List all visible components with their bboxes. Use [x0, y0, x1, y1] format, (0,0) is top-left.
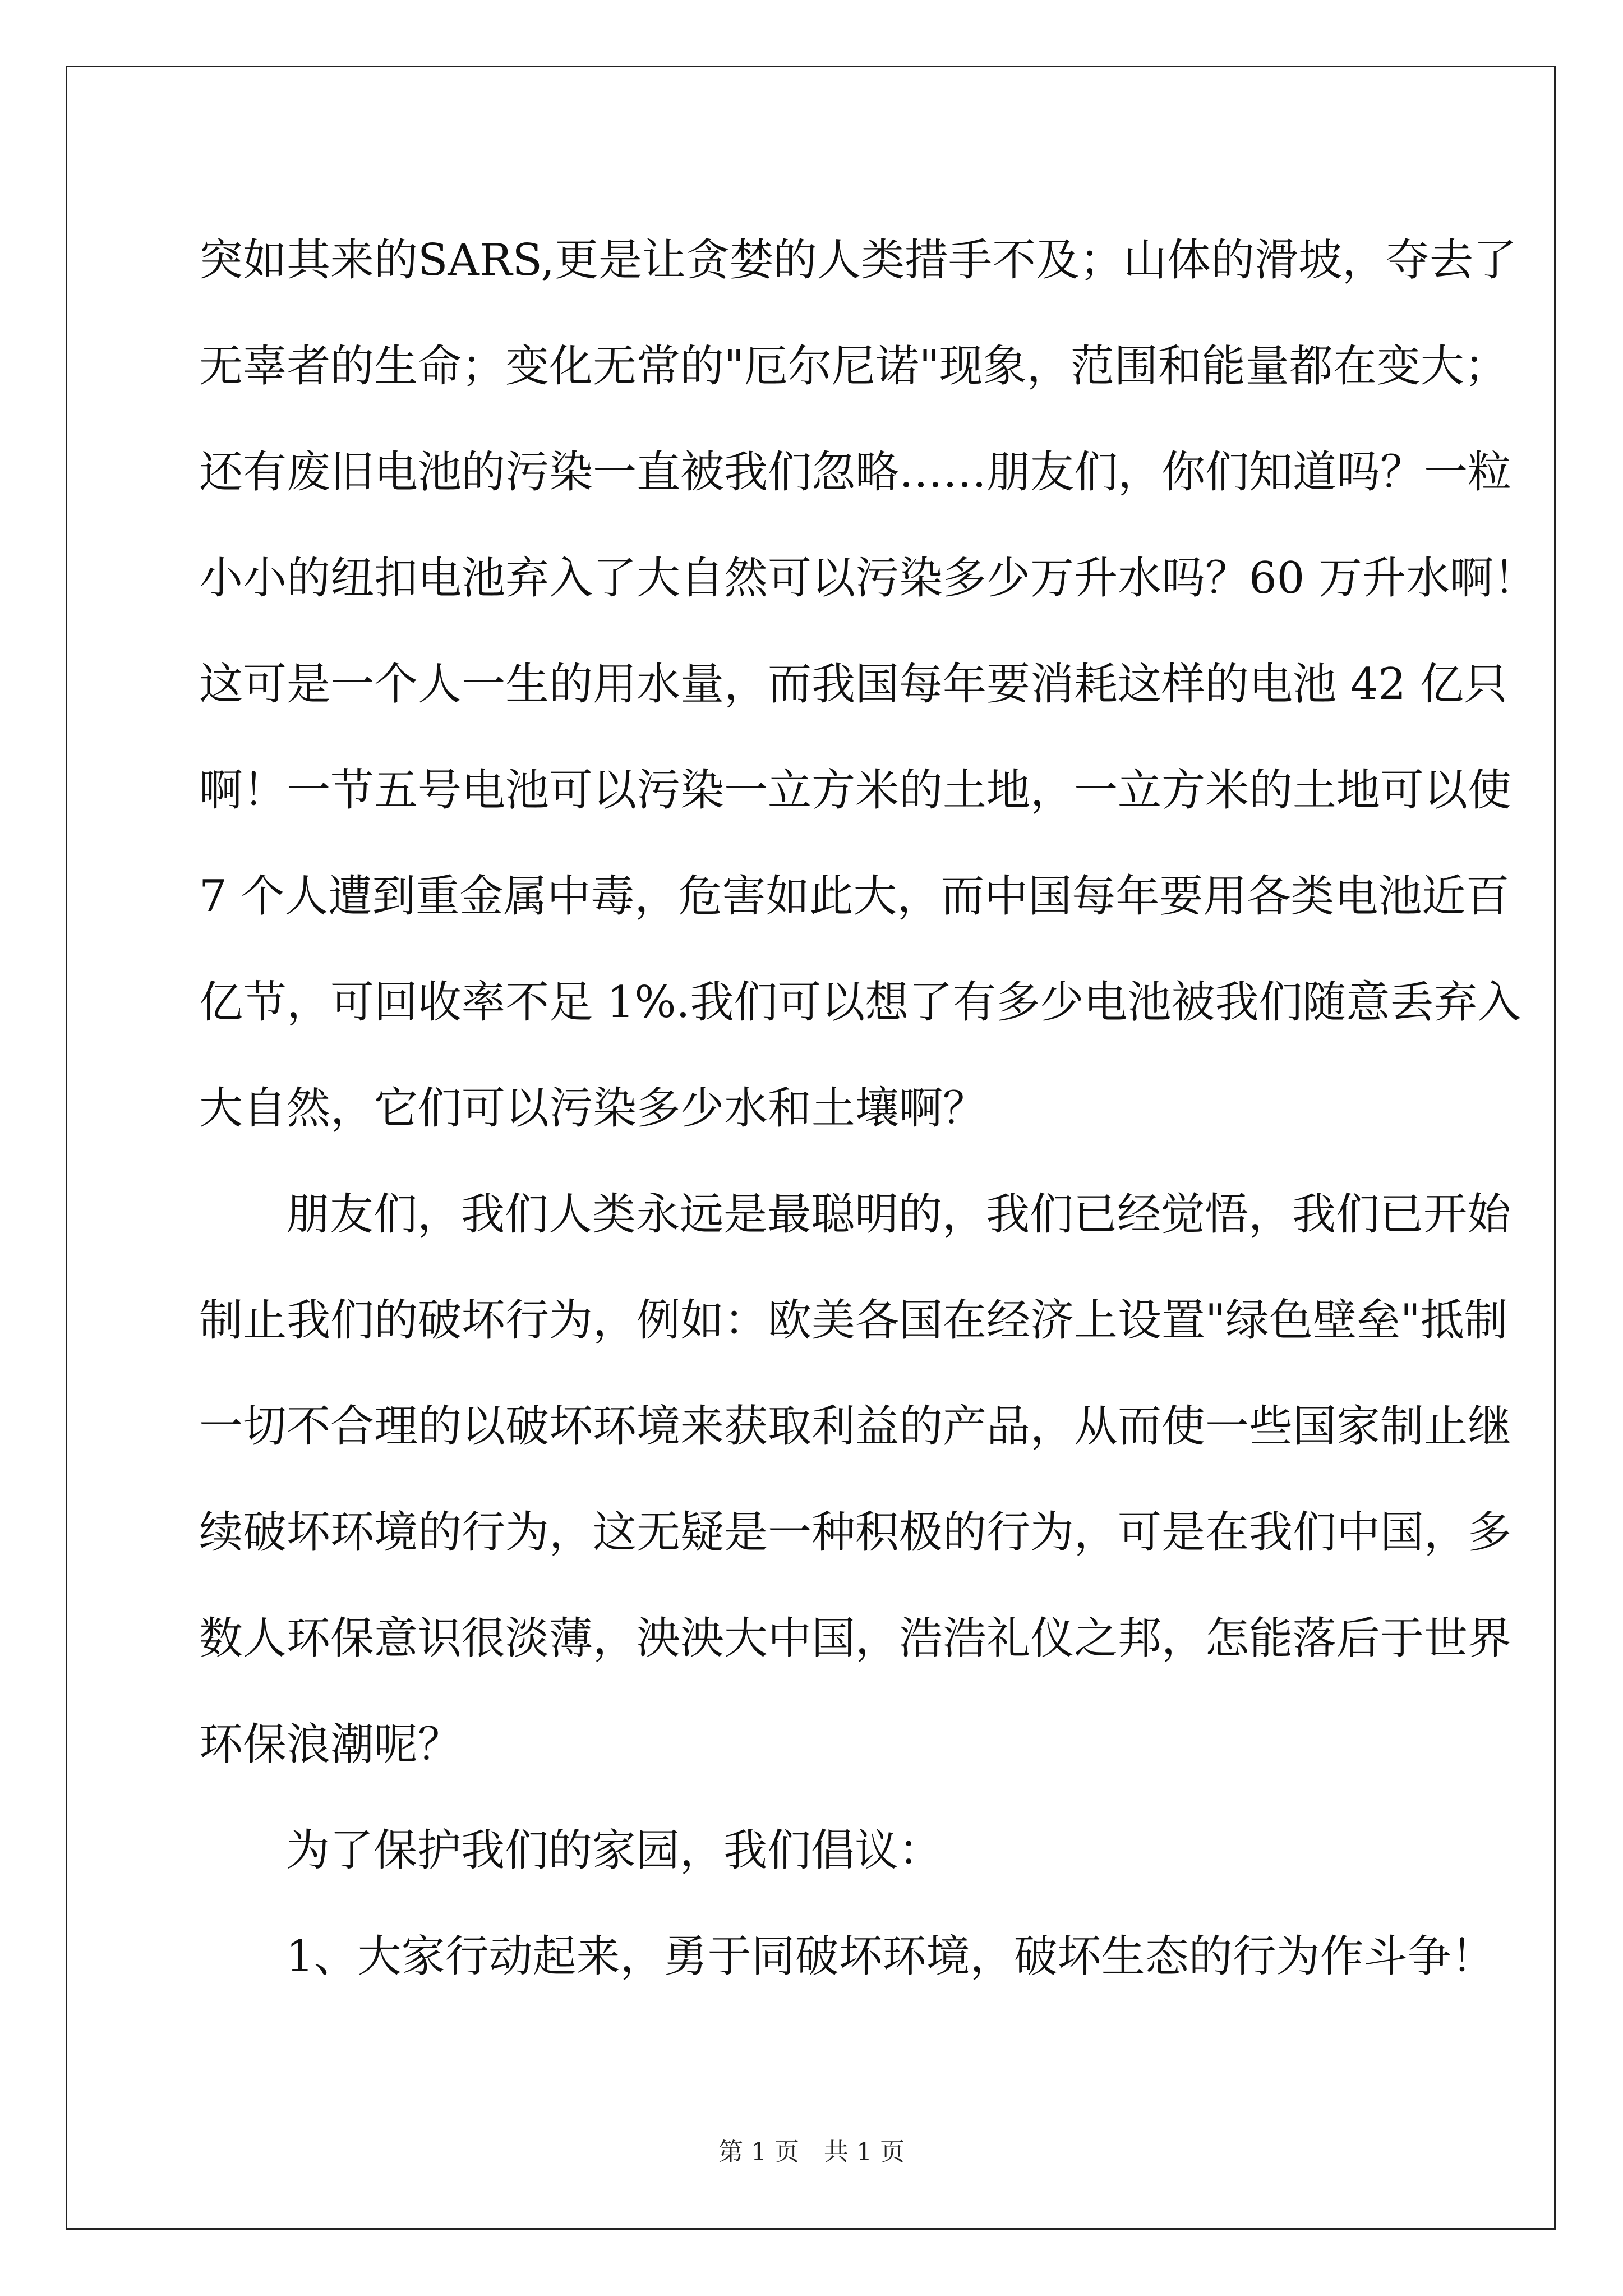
paragraph-start-line: 为了保护我们的家园，我们倡议： — [286, 1825, 943, 1876]
text-line: 制止我们的破坏行为，例如：欧美各国在经济上设置"绿色壁垒"抵制 — [199, 1295, 1508, 1346]
text-line: 数人环保意识很淡薄，泱泱大中国，浩浩礼仪之邦，怎能落后于世界 — [199, 1613, 1512, 1664]
page-footer: 第 1 页 共 1 页 — [718, 2138, 905, 2166]
paragraph-start-line: 朋友们，我们人类永远是最聪明的，我们已经觉悟，我们已开始 — [286, 1189, 1511, 1240]
document-body — [199, 208, 1538, 2010]
text-line: 大自然，它们可以污染多少水和土壤啊？ — [199, 1083, 987, 1134]
text-line: 这可是一个人一生的用水量，而我国每年要消耗这样的电池 42 亿只 — [199, 659, 1507, 710]
text-line: 啊！一节五号电池可以污染一立方米的土地，一立方米的土地可以使 — [199, 765, 1512, 816]
text-line: 小小的纽扣电池弃入了大自然可以污染多少万升水吗？60 万升水啊！ — [199, 553, 1538, 604]
text-line: 一切不合理的以破坏环境来获取利益的产品，从而使一些国家制止继 — [199, 1401, 1512, 1452]
text-line: 还有废旧电池的污染一直被我们忽略……朋友们，你们知道吗？一粒 — [199, 447, 1512, 498]
text-line: 突如其来的SARS,更是让贪婪的人类措手不及；山体的滑坡，夺去了 — [199, 235, 1517, 286]
text-line: 续破坏环境的行为，这无疑是一种积极的行为，可是在我们中国，多 — [199, 1507, 1512, 1558]
text-line: 环保浪潮呢？ — [199, 1719, 462, 1770]
text-line: 无辜者的生命；变化无常的"厄尔尼诺"现象，范围和能量都在变大； — [199, 341, 1508, 392]
text-line: 7 个人遭到重金属中毒，危害如此大，而中国每年要用各类电池近百 — [199, 871, 1510, 922]
list-item-line: 1、大家行动起来，勇于同破坏环境，破坏生态的行为作斗争！ — [286, 1931, 1495, 1982]
text-line: 亿节，可回收率不足 1%.我们可以想了有多少电池被我们随意丢弃入 — [199, 977, 1521, 1028]
